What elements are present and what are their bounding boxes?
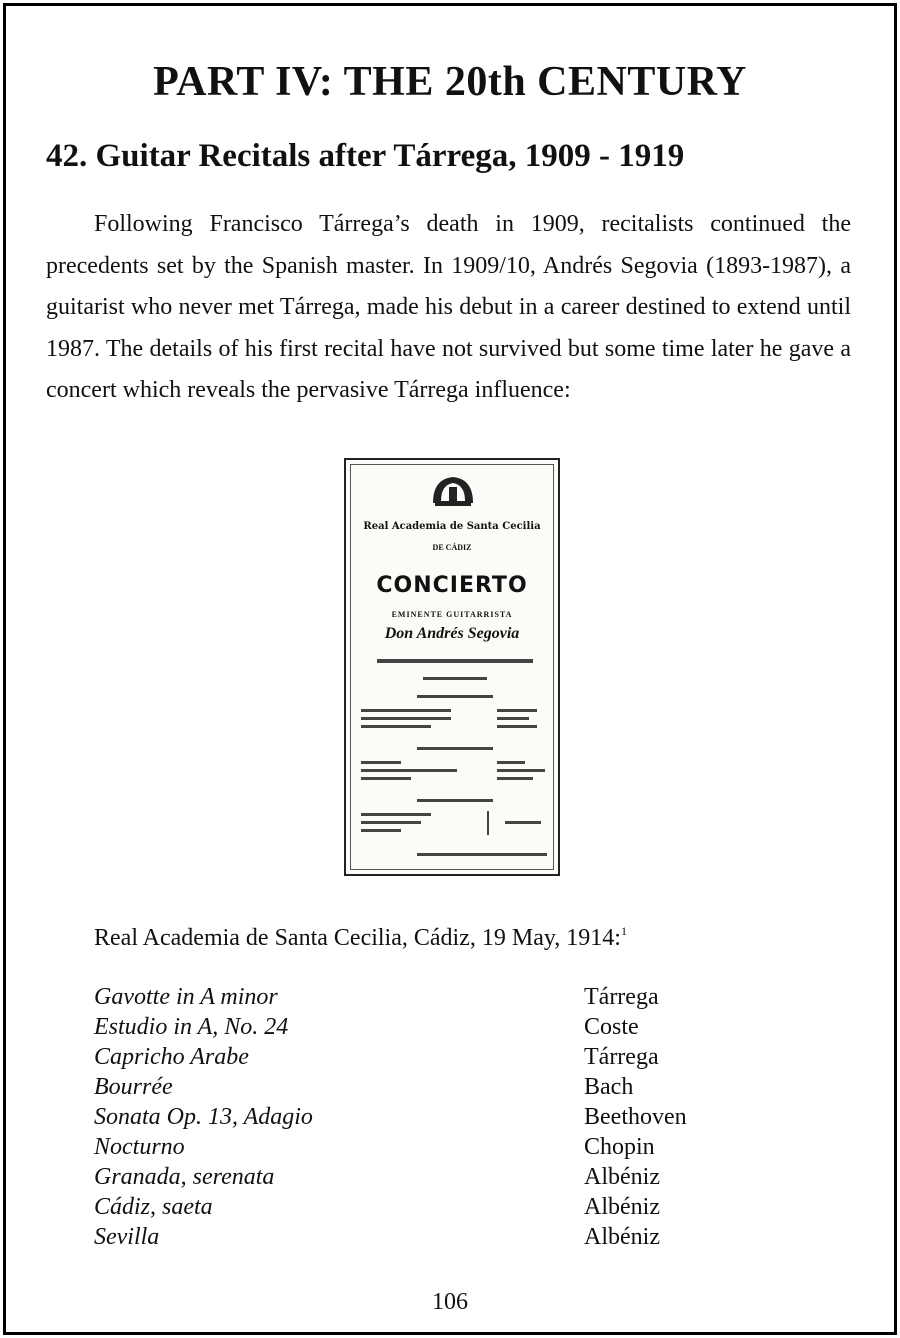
program-work: Sonata Op. 13, Adagio: [94, 1104, 313, 1130]
program-row: [94, 1224, 794, 1254]
program-row: [94, 1104, 794, 1134]
program-composer: Chopin: [584, 1134, 655, 1160]
program-composer: Albéniz: [584, 1164, 660, 1190]
concert-program-image: [344, 458, 560, 876]
program-row: [94, 1194, 794, 1224]
program-image-frame: [350, 464, 554, 870]
program-composer: Tárrega: [584, 1044, 659, 1070]
program-work: Gavotte in A minor: [94, 984, 278, 1010]
footnote-marker: 1: [620, 924, 627, 938]
book-page: [3, 3, 897, 1335]
program-composer: Albéniz: [584, 1224, 660, 1250]
program-composer: Albéniz: [584, 1194, 660, 1220]
program-heading: CONCIERTO: [376, 573, 528, 598]
program-row: [94, 1134, 794, 1164]
crest-icon: [429, 473, 477, 509]
program-work: Bourrée: [94, 1074, 173, 1100]
program-subheading: EMINENTE GUITARRISTA: [391, 610, 513, 619]
body-paragraph: Following Francisco Tárrega’s death in 1909, recitalists continued the precedents set by the Spanish master. In 1909/10, Andrés Segovia (1893-1987), a guitarist who never met Tárrega, made his debut in a career destined to extend until 1987. The details of his first recital have not survived but some time later he gave a concert which reveals the pervasive Tárrega influence:: [46, 211, 851, 403]
program-work: Cádiz, saeta: [94, 1194, 213, 1220]
program-work: Granada, serenata: [94, 1164, 275, 1190]
page-number: 106: [432, 1289, 468, 1315]
program-city: DE CÁDIZ: [432, 543, 472, 552]
program-row: [94, 1044, 794, 1074]
program-work: Nocturno: [94, 1134, 185, 1160]
program-caption: [94, 924, 627, 952]
program-row: [94, 1074, 794, 1104]
program-work: Capricho Arabe: [94, 1044, 249, 1070]
program-row: [94, 1164, 794, 1194]
program-composer: Beethoven: [584, 1104, 687, 1130]
program-list: [94, 984, 794, 1254]
program-academy: Real Academia de Santa Cecilia: [363, 521, 541, 532]
program-work: Estudio in A, No. 24: [94, 1014, 289, 1040]
program-performer: Don Andrés Segovia: [384, 625, 520, 642]
program-composer: Tárrega: [584, 984, 659, 1010]
program-composer: Coste: [584, 1014, 639, 1040]
program-fine-print: [357, 655, 553, 865]
program-row: [94, 984, 794, 1014]
program-composer: Bach: [584, 1074, 634, 1100]
caption-text: Real Academia de Santa Cecilia, Cádiz, 19 May, 1914:: [94, 925, 621, 951]
program-row: [94, 1014, 794, 1044]
program-work: Sevilla: [94, 1224, 160, 1250]
part-title: PART IV: THE 20th CENTURY: [153, 59, 747, 105]
section-title: 42. Guitar Recitals after Tárrega, 1909 - 1919: [46, 138, 685, 174]
